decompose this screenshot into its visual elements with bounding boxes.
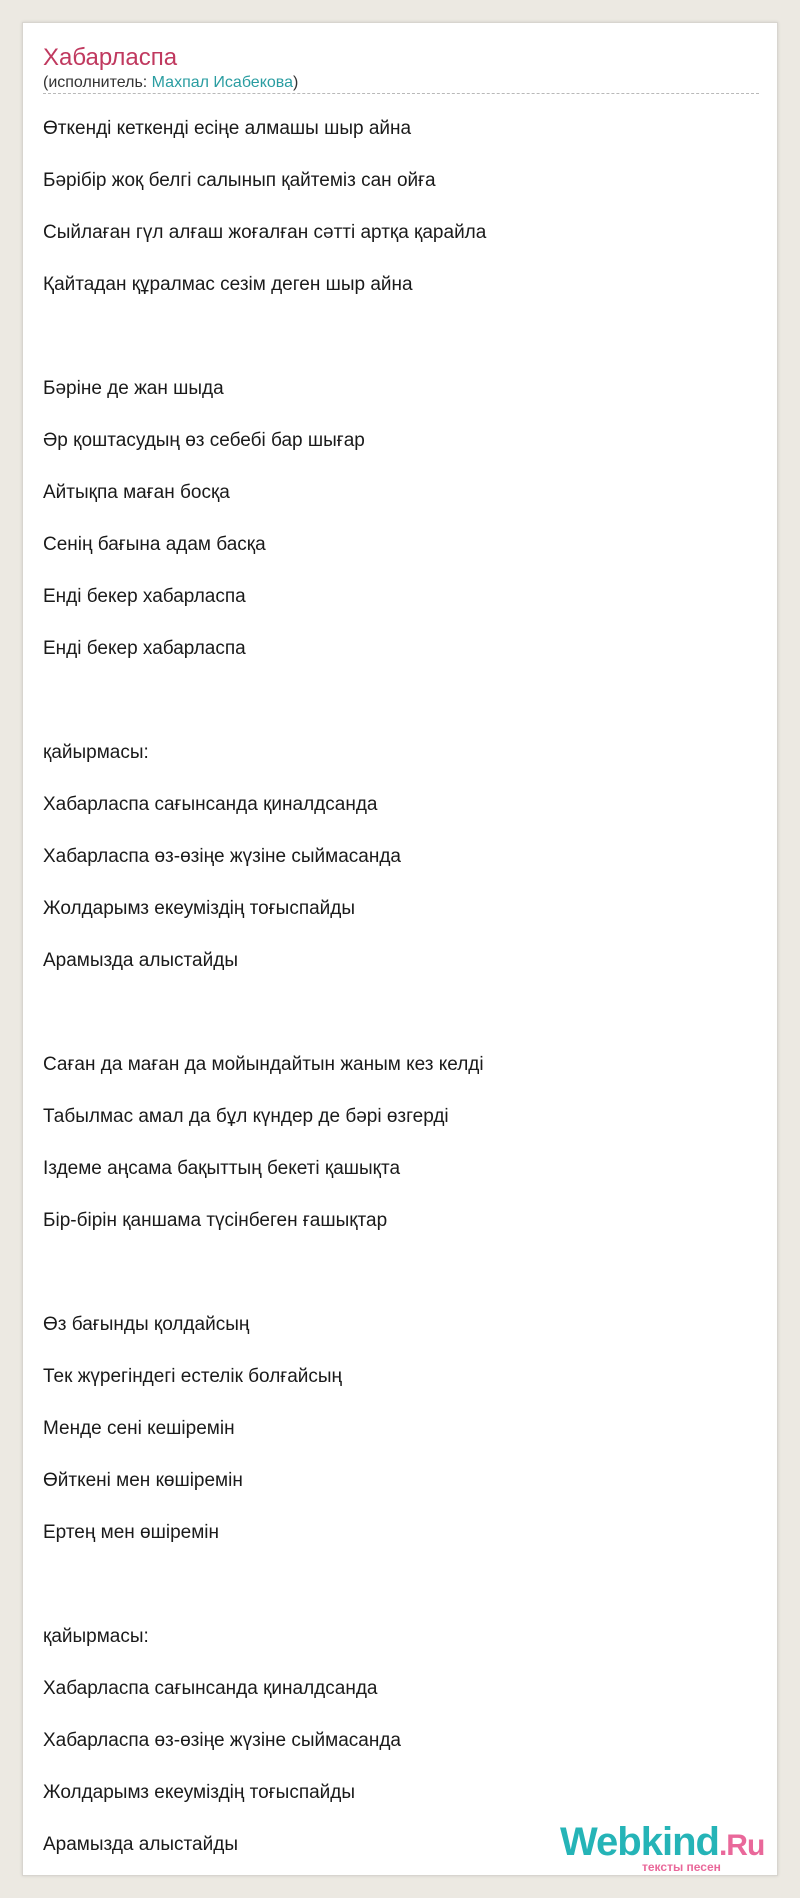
lyric-line: Ертең мен өшіремін (43, 1522, 219, 1543)
lyric-line: Хабарласпа өз-өзіңе жүзіне сыймасанда (43, 1730, 401, 1751)
lyric-line: Өткенді кеткенді есіңе алмашы шыр айна (43, 118, 412, 139)
artist-line (43, 73, 298, 93)
chorus-label: қайырмасы: (43, 1626, 149, 1647)
logo-main-text: Webkind (560, 1820, 719, 1864)
lyric-line: Енді бекер хабарласпа (43, 638, 246, 659)
lyric-line: Хабарласпа сағынсанда қиналдсанда (43, 1678, 378, 1699)
lyric-line: Тек жүрегіндегі естелік болғайсың (43, 1366, 343, 1387)
lyrics-body (43, 103, 759, 1871)
lyric-blank-line (43, 1247, 759, 1299)
artist-suffix: ) (293, 74, 299, 91)
lyric-line: Қайтадан құралмас сезім деген шыр айна (43, 274, 413, 295)
lyric-line: Сыйлаған гүл алғаш жоғалған сәтті артқа қарайла (43, 222, 487, 243)
artist-prefix: (исполнитель: (43, 74, 152, 91)
lyric-line: Сенің бағына адам басқа (43, 534, 266, 555)
chorus-label: қайырмасы: (43, 742, 149, 763)
lyric-blank-line (43, 311, 759, 363)
lyric-line: Бәрібір жоқ белгі салынып қайтеміз сан ойға (43, 170, 436, 191)
song-title: Хабарласпа (43, 44, 178, 71)
webkind-logo[interactable] (560, 1820, 780, 1880)
lyric-line: Өз бағынды қолдайсың (43, 1314, 250, 1335)
lyric-line: Арамызда алыстайды (43, 950, 238, 971)
lyric-blank-line (43, 987, 759, 1039)
lyric-line: Саған да маған да мойындайтын жаным кез келді (43, 1054, 484, 1075)
lyric-blank-line (43, 1559, 759, 1611)
title-divider (43, 93, 759, 94)
lyric-line: Менде сені кешіремін (43, 1418, 235, 1439)
lyric-line: Іздеме аңсама бақыттың бекеті қашықта (43, 1158, 401, 1179)
lyric-line: Арамызда алыстайды (43, 1834, 238, 1855)
logo-tagline: тексты песен (642, 1860, 721, 1874)
lyrics-card (22, 22, 778, 1876)
lyric-line: Табылмас амал да бұл күндер де бәрі өзгерді (43, 1106, 449, 1127)
lyric-line: Енді бекер хабарласпа (43, 586, 246, 607)
lyric-line: Өйткені мен көшіремін (43, 1470, 243, 1491)
lyric-line: Әр қоштасудың өз себебі бар шығар (43, 430, 365, 451)
lyric-line: Бәріне де жан шыда (43, 378, 224, 399)
lyric-line: Айтықпа маған босқа (43, 482, 230, 503)
logo-tld: .Ru (718, 1829, 765, 1862)
lyric-line: Жолдарымз екеуміздің тоғыспайды (43, 898, 356, 919)
lyric-line: Хабарласпа сағынсанда қиналдсанда (43, 794, 378, 815)
artist-link[interactable]: Махпал Исабекова (151, 74, 293, 91)
lyric-line: Бір-бірін қаншама түсінбеген ғашықтар (43, 1210, 388, 1231)
lyric-line: Хабарласпа өз-өзіңе жүзіне сыймасанда (43, 846, 401, 867)
lyric-line: Жолдарымз екеуміздің тоғыспайды (43, 1782, 356, 1803)
lyric-blank-line (43, 675, 759, 727)
